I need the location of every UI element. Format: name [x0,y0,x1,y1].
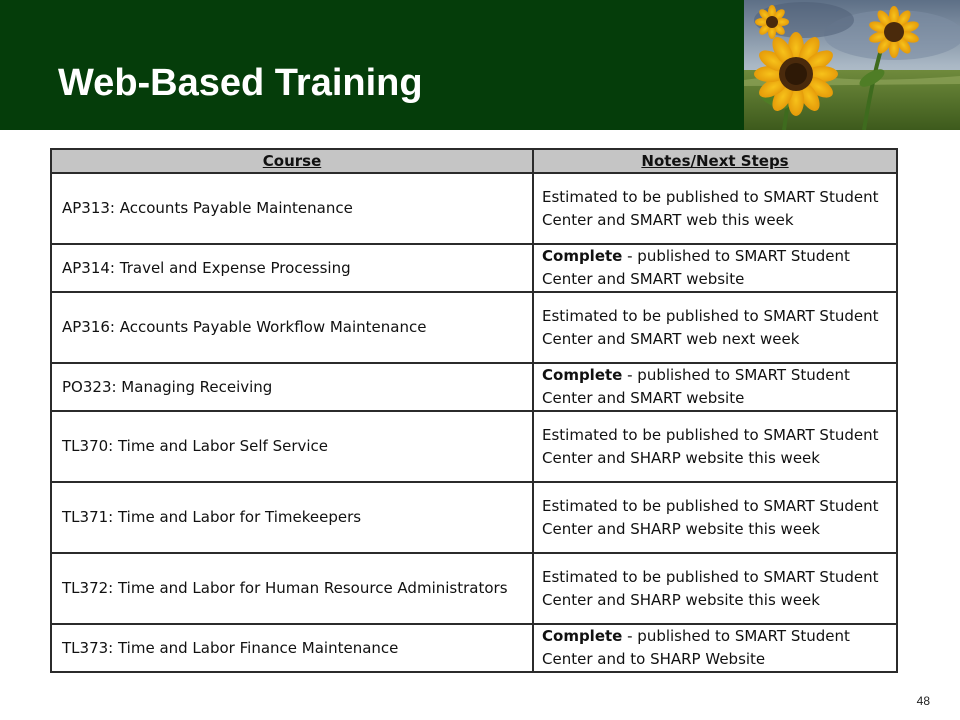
course-cell: AP313: Accounts Payable Maintenance [51,173,533,244]
notes-cell [533,411,897,482]
training-table [50,148,898,673]
page-number: 48 [916,694,930,708]
notes-cell [533,624,897,672]
table-row [51,482,897,553]
table-row [51,624,897,672]
note-text: Estimated to be published to SMART Student Center and SHARP website this week [542,425,879,467]
column-header-notes: Notes/Next Steps [533,149,897,173]
course-cell: AP316: Accounts Payable Workflow Maintenance [51,292,533,363]
course-cell: TL372: Time and Labor for Human Resource Administrators [51,553,533,624]
table-row [51,292,897,363]
note-text: Estimated to be published to SMART Student Center and SHARP website this week [542,567,879,609]
status-text: Complete [542,247,623,265]
notes-cell [533,482,897,553]
course-cell: TL370: Time and Labor Self Service [51,411,533,482]
notes-cell [533,292,897,363]
table-row [51,244,897,292]
slide-title: Web-Based Training [58,62,423,104]
course-cell: AP314: Travel and Expense Processing [51,244,533,292]
notes-cell [533,553,897,624]
table-row [51,173,897,244]
table-row [51,553,897,624]
status-text: Complete [542,627,623,645]
note-text: Estimated to be published to SMART Student Center and SMART web next week [542,306,879,348]
training-table-container [50,148,896,673]
note-text: Estimated to be published to SMART Student Center and SHARP website this week [542,496,879,538]
course-cell: PO323: Managing Receiving [51,363,533,411]
course-cell: TL371: Time and Labor for Timekeepers [51,482,533,553]
status-text: Complete [542,366,623,384]
course-cell: TL373: Time and Labor Finance Maintenance [51,624,533,672]
notes-cell [533,244,897,292]
note-text: - published to SMART Student Center and to SHARP Website [542,627,850,668]
sunflower-photo [744,0,960,130]
note-text: Estimated to be published to SMART Student Center and SMART web this week [542,187,879,229]
column-header-course: Course [51,149,533,173]
table-row [51,363,897,411]
table-header-row [51,149,897,173]
notes-cell [533,363,897,411]
note-text: - published to SMART Student Center and SMART website [542,247,850,288]
notes-cell [533,173,897,244]
note-text: - published to SMART Student Center and SMART website [542,366,850,407]
table-row [51,411,897,482]
